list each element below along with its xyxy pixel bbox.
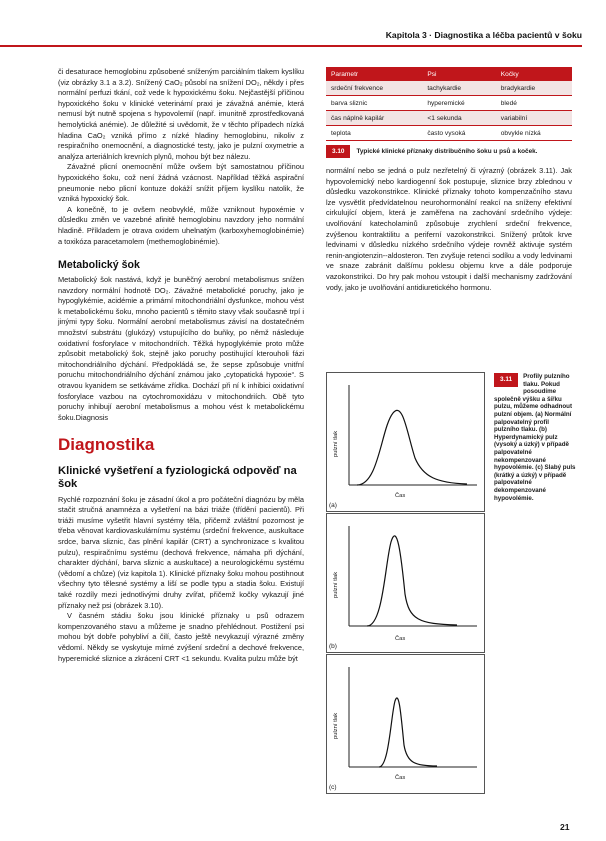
paragraph: A konečně, to je ovšem neobvyklé, může vzniknout hypoxémie v důsledku změn ve vazebné afinitě hemoglobinu navzdory jeho normální hladině. Příkladem je otrava oxidem uhelnatým (karboxyhemoglobinémie) a toxikóza paracetamolem (methemoglobinémie).	[58, 204, 304, 246]
y-axis-label: pulzní tlak	[333, 430, 339, 457]
table-header: Psi	[422, 67, 495, 81]
figure-number-badge: 3.11	[494, 373, 518, 387]
section-heading: Metabolický šok	[58, 259, 140, 272]
table-cell: tachykardie	[422, 81, 495, 96]
pulse-profile-panel-a	[326, 372, 485, 512]
y-axis-label: pulzní tlak	[333, 571, 339, 598]
x-axis-label: Čas	[395, 493, 406, 499]
y-axis-label: pulzní tlak	[333, 712, 339, 739]
table-cell: variabilní	[496, 111, 572, 126]
table-cell: srdeční frekvence	[326, 81, 422, 96]
table-cell: barva sliznic	[326, 96, 422, 111]
panel-label: (c)	[329, 784, 337, 791]
table-cell: hyperemické	[422, 96, 495, 111]
table-header: Parametr	[326, 67, 422, 81]
subsection-heading: Klinické vyšetření a fyziologická odpověď na šok	[58, 465, 297, 490]
paragraph: či desaturace hemoglobinu způsobené sníženým parciálním tlakem kyslíku (viz obrázky 3.1 a 3.2). Snížený CaO₂ působí na snížení DO₂, někdy i přes normální perfuzi tkání, což vede k hypoxickému šoku. Nejčastější příčinou hypoxického šoku v klinické veterinární praxi je závažná anémie, která nemusí být nutně spojena s hypovolemií (např. imunitně zprostředkovaná hemolytická anémie). Je důležité si uvědomit, že v těchto případech nízká hladina CaO₂ vzniká přímo z nízké hladiny hemoglobinu, nikoliv z respiračního onemocnění, a diagnostické testy, jako je pulzní oxymetrie a analýza arteriálních krevních plynů, mohou být bez nálezu.	[58, 67, 304, 161]
pulse-curve	[367, 536, 457, 626]
figure-caption	[494, 373, 576, 502]
figure-caption-text: Profily pulzního tlaku. Pokud posoudíme společně výšku a šířku pulzu, můžeme odhadnout pulzní objem. (a) Normální palpovatelný profil pulzního tlaku. (b) Hyperdynamický pulz (vysoký a úzký) v případě palpovatelné nekompenzované hypovolémie. (c) Slabý puls (krátký a úzký) v případě palpovatelné dekompenzované hypovolémie.	[494, 373, 576, 502]
pulse-curve-chart	[327, 655, 484, 793]
paragraph: Závažné plicní onemocnění může ovšem být samostatnou příčinou hypoxického šoku, což není žádná vzácnost. Například těžká aspirační pneumonie nebo plicní kontuze dokáží snížit příjem kyslíku natolik, že vzniká hypoxický šok.	[58, 162, 304, 204]
table-cell: obvykle nízká	[496, 126, 572, 141]
table-caption	[326, 145, 572, 158]
pulse-profile-panel-c	[326, 654, 485, 794]
table-header: Kočky	[496, 67, 572, 81]
symptoms-table	[326, 67, 572, 141]
panel-label: (b)	[329, 643, 337, 650]
table-row	[326, 96, 572, 111]
paragraph: V časném stádiu šoku jsou klinické příznaky u psů odrazem kompenzovaného stavu a můžeme je snadno přehlédnout. Postižení psi mohou být dobře pohybliví a čilí, často ještě nevykazují výrazné změny vědomí. Někdy se vyskytuje mírné zvýšení srdeční a dechové frekvence, hyperemické sliznice a zkrácení CRT <1 sekundu. Kvalita pulzu může být	[58, 611, 304, 663]
table-cell: bradykardie	[496, 81, 572, 96]
right-column	[326, 67, 572, 293]
panel-label: (a)	[329, 502, 337, 509]
paragraph: normální nebo se jedná o pulz nezřetelný či výrazný (obrázek 3.11). Jak hypovolemický nebo kardiogenní šok postupuje, sliznice brzy zblednou v důsledku vazokonstrikce. Klinické příznaky tohoto kompenzačního stavu lze vysvětlit předvídatelnou neurohormonální reakcí na sníženy efektivní cirkulující objem, která je zaměřena na zachování srdečního výdeje: uvolňování katecholaminů způsobuje zrychlení srdeční frekvence, zvýšenou kontraktilitu a periferní vazokonstrikci. Snížený průtok krve ledvinami v důsledku nízkého srdečního výdeje rovněž aktivuje systém renin-angiotenzin--aldosteron. Ten zvyšuje retenci sodíku a vody ledvinami ve snaze zabránit dalšímu poklesu objemu krve a dále podporuje vazokonstrikci. Do hry pak mohou vstoupit i další mechanismy zadržování vody, jako je uvolňování antidiuretického hormonu.	[326, 166, 572, 292]
table-header-row	[326, 67, 572, 81]
table-caption-text: Typické klinické příznaky distribučního šoku u psů a koček.	[356, 148, 538, 155]
x-axis-label: Čas	[395, 636, 406, 642]
page-number: 21	[560, 822, 570, 832]
pulse-curve-chart	[327, 514, 484, 652]
table-cell: často vysoká	[422, 126, 495, 141]
table-number-badge: 3.10	[326, 145, 350, 158]
pulse-curve	[379, 698, 437, 767]
chapter-section-heading: Diagnostika	[58, 435, 155, 455]
table-row	[326, 81, 572, 96]
table-row	[326, 126, 572, 141]
paragraph: Metabolický šok nastává, když je buněčný aerobní metabolismus snížen navzdory normální hodnotě DO₂. Závažné metabolické poruchy, jako je hypoglykémie, acidémie a primární mitochondriální dysfunkce, mohou vést k metabolickému šoku, mnoho pacientů s těmito stavy však současně trpí i jinými typy šoku. Normální aerobní metabolismus závisí na dostatečném množství substrátu (glukózy) vstupujícího do buňky, po němž následuje oxidativní fosforylace v mitochondriích. Těžká hypoglykémie proto může způsobit metabolický šok, stejně jako poruchy postihující kterouholi fázi mitochondriálního dýchání. Předpokládá se, že sepse způsobuje vnitřní poruchu mitochondriálního dýchání známou jako „cytopatická hypoxie“. S otravou kyanidem se setkáváme zřídka. Dochází při ní k inhibici oxidativní fosforylace vazbou na cytochromoxidázu v mitochondriích. Obě tyto poruchy inhibují aerobní metabolismus a mohou vést k metabolickému šoku.Diagnosis	[58, 275, 304, 422]
chapter-title: Kapitola 3 · Diagnostika a léčba pacientů v šoku	[385, 30, 582, 40]
table-cell: čas náplně kapilár	[326, 111, 422, 126]
table-cell: <1 sekunda	[422, 111, 495, 126]
paragraph: Rychlé rozpoznání šoku je zásadní úkol a pro počáteční diagnózu by měla stačit stručná anamnéza a vyšetření na bázi triáže (třídění pacientů). Při triáži musíme vyšetřit hlavní systémy těla, přičemž zvláštní pozornost je třeba věnovat kardiovaskulárnímu systému (srdeční frekvence, auskultace srdce, barva sliznic, čas plnění kapilár (CRT) a synchronizace s kvalitou pulzu), respiračnímu systému (dechová frekvence, námaha při dýchání, charakter dýchání, barva sliznic a auskultace) a neurologickému systému (vědomí a chůze) (viz kapitola 1). Klinické příznaky šoku mohou postihnout všechny tyto tělesné systémy a liší se podle typu a stadia šoku. Existují také rozdíly mezi jednotlivými druhy zvířat, přičemž kočky vykazují jiné příznaky než psi (obrázek 3.10).	[58, 494, 304, 610]
table-row	[326, 111, 572, 126]
table-cell: bledé	[496, 96, 572, 111]
pulse-curve-chart	[327, 373, 484, 511]
left-column	[58, 67, 304, 664]
x-axis-label: Čas	[395, 775, 406, 781]
pulse-profile-panel-b	[326, 513, 485, 653]
table-cell: teplota	[326, 126, 422, 141]
pulse-curve	[357, 410, 467, 485]
